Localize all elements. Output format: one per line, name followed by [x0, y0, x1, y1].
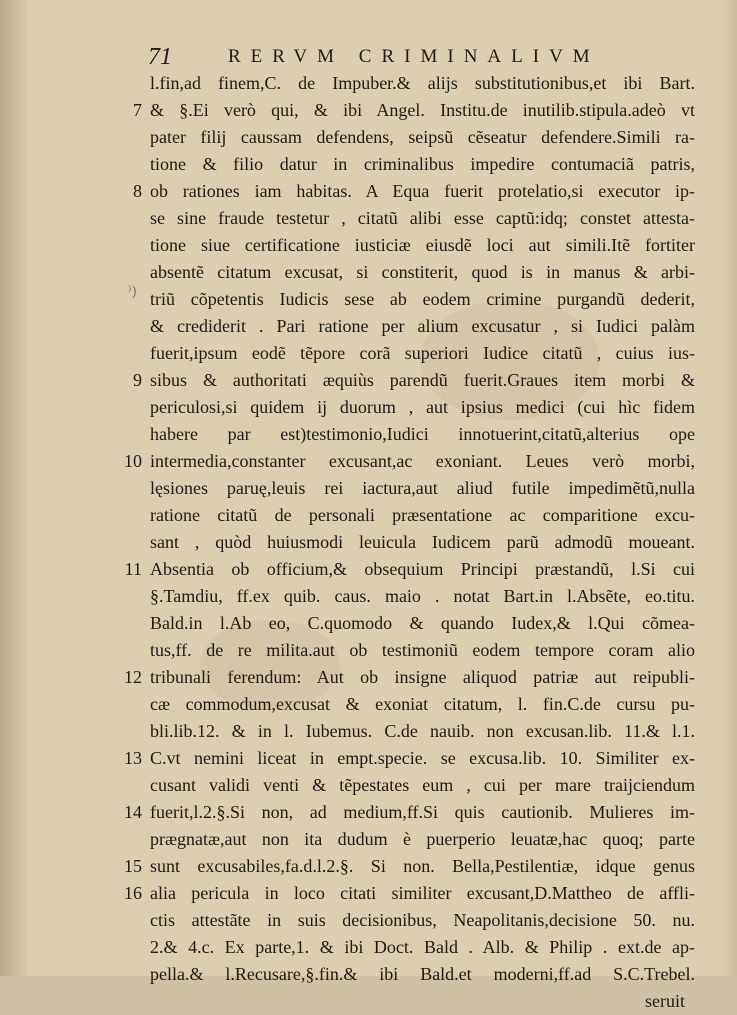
line-text: cæ commodum,excusat & exoniat citatum, l. fin.C.de cursu pu- — [150, 694, 695, 714]
line-text: ratione citatũ de personali præsentatione ac comparitione excu- — [150, 505, 695, 525]
text-line — [150, 718, 700, 745]
line-number: 7 — [133, 100, 142, 120]
line-text: sunt excusabiles,fa.d.l.2.§. Si non. Bella,Pestilentiæ, idque genus — [150, 856, 695, 876]
text-line — [150, 502, 700, 529]
line-text: sibus & authoritati æquiùs parendũ fuerit.Graues item morbi & — [150, 370, 695, 390]
line-number: 13 — [124, 748, 142, 768]
line-text: l.fin,ad finem,C. de Impuber.& alijs substitutionibus,et ibi Bart. — [150, 73, 695, 93]
line-number: 8 — [133, 181, 142, 201]
page-number: 71 — [148, 44, 172, 70]
text-line — [124, 556, 700, 583]
line-text: tione & filio datur in criminalibus impedire contumaciã patris, — [150, 154, 695, 174]
text-line — [150, 286, 700, 313]
line-number: 10 — [124, 451, 142, 471]
text-line — [150, 529, 700, 556]
text-line — [150, 151, 700, 178]
line-number: 16 — [124, 883, 142, 903]
text-line — [150, 826, 700, 853]
text-line — [150, 961, 700, 988]
catchword: seruit — [645, 991, 685, 1011]
text-line — [133, 178, 700, 205]
line-number: 11 — [124, 559, 142, 579]
line-text: triũ cõpetentis Iudicis sese ab eodem crimine purgandũ dederit, — [150, 289, 695, 309]
text-line — [150, 691, 700, 718]
line-text: periculosi,si quidem ij duorum , aut ipsius medici (cui hìc fidem — [150, 397, 695, 417]
line-number: 15 — [124, 856, 142, 876]
margin-mark: ⁾) — [128, 284, 137, 300]
text-line — [124, 448, 700, 475]
text-line — [150, 313, 700, 340]
line-text: bli.lib.12. & in l. Iubemus. C.de nauib. non excusan.lib. 11.& l.1. — [150, 721, 695, 741]
line-text: Absentia ob officium,& obsequium Principi præstandũ, l.Si cui — [150, 559, 695, 579]
line-number: 9 — [133, 370, 142, 390]
line-text: lęsiones paruę,leuis rei iactura,aut aliud futile impedimẽtũ,nulla — [150, 478, 695, 498]
text-line — [150, 259, 700, 286]
line-text: ob rationes iam habitas. A Equa fuerit protelatio,si executor ip- — [150, 181, 695, 201]
line-text: & crediderit . Pari ratione per alium excusatur , si Iudici palàm — [150, 316, 695, 336]
line-text: tus,ff. de re milita.aut ob testimoniũ eodem tempore coram alio — [150, 640, 695, 660]
text-line — [150, 340, 700, 367]
line-text: intermedia,constanter excusant,ac exoniant. Leues verò morbi, — [150, 451, 695, 471]
line-text: C.vt nemini liceat in empt.specie. se excusa.lib. 10. Similiter ex- — [150, 748, 695, 768]
text-line — [150, 637, 700, 664]
line-text: fuerit,ipsum eodẽ tẽpore corã superiori Iudice citatũ , cuius ius- — [150, 343, 695, 363]
text-line — [124, 745, 700, 772]
catchword-line — [150, 988, 700, 1015]
text-line — [150, 583, 700, 610]
line-text: tribunali ferendum: Aut ob insigne aliquod patriæ aut reipubli- — [150, 667, 695, 687]
page-edge — [723, 0, 737, 976]
body-text — [124, 70, 700, 1015]
line-text: prægnatæ,aut non ita dudum è puerperio leuatæ,hac quoq; parte — [150, 829, 695, 849]
line-number: 14 — [124, 802, 142, 822]
text-line — [150, 610, 700, 637]
text-line — [124, 799, 700, 826]
text-line — [150, 772, 700, 799]
text-line — [124, 853, 700, 880]
text-line — [150, 475, 700, 502]
line-text: tione siue certificatione iusticiæ eiusdẽ loci aut simili.Itẽ fortiter — [150, 235, 695, 255]
line-number: 12 — [124, 667, 142, 687]
text-line — [150, 421, 700, 448]
running-title: RERVM CRIMINALIVM — [228, 46, 600, 67]
page-header — [148, 44, 668, 70]
text-line — [150, 394, 700, 421]
line-text: se sine fraude testetur , citatũ alibi esse captũ:idq; constet attesta- — [150, 208, 695, 228]
line-text: 2.& 4.c. Ex parte,1. & ibi Doct. Bald . Alb. & Philip . ext.de ap- — [150, 937, 695, 957]
line-text: cusant validi venti & tẽpestates eum , cui per mare traijciendum — [150, 775, 695, 795]
line-text: & §.Ei verò qui, & ibi Angel. Institu.de inutilib.stipula.adeò vt — [150, 100, 695, 120]
line-text: pella.& l.Recusare,§.fin.& ibi Bald.et moderni,ff.ad S.C.Trebel. — [150, 964, 695, 984]
line-text: sant , quòd huiusmodi leuicula Iudicem parũ admodũ moueant. — [150, 532, 695, 552]
text-line — [133, 367, 700, 394]
text-line — [150, 70, 700, 97]
line-text: pater filij caussam defendens, seipsũ cẽseatur defendere.Simili ra- — [150, 127, 695, 147]
line-text: §.Tamdiu, ff.ex quib. caus. maio . notat Bart.in l.Absẽte, eo.titu. — [150, 586, 695, 606]
text-line — [124, 664, 700, 691]
text-line — [124, 880, 700, 907]
line-text: habere par est)testimonio,Iudici innotuerint,citatũ,alterius ope — [150, 424, 695, 444]
text-line — [150, 205, 700, 232]
text-line — [150, 934, 700, 961]
line-text: alia pericula in loco citati similiter excusant,D.Mattheo de affli- — [150, 883, 695, 903]
text-line — [133, 97, 700, 124]
text-line — [150, 124, 700, 151]
line-text: ctis attestãte in suis decisionibus, Neapolitanis,decisione 50. nu. — [150, 910, 695, 930]
page-gutter-shadow — [0, 0, 30, 976]
line-text: absentẽ citatum excusat, si constiterit, quod is in manus & arbi- — [150, 262, 695, 282]
line-text: fuerit,l.2.§.Si non, ad medium,ff.Si quis cautionib. Mulieres im- — [150, 802, 695, 822]
text-line — [150, 232, 700, 259]
text-line — [150, 907, 700, 934]
line-text: Bald.in l.Ab eo, C.quomodo & quando Iudex,& l.Qui cõmea- — [150, 613, 695, 633]
